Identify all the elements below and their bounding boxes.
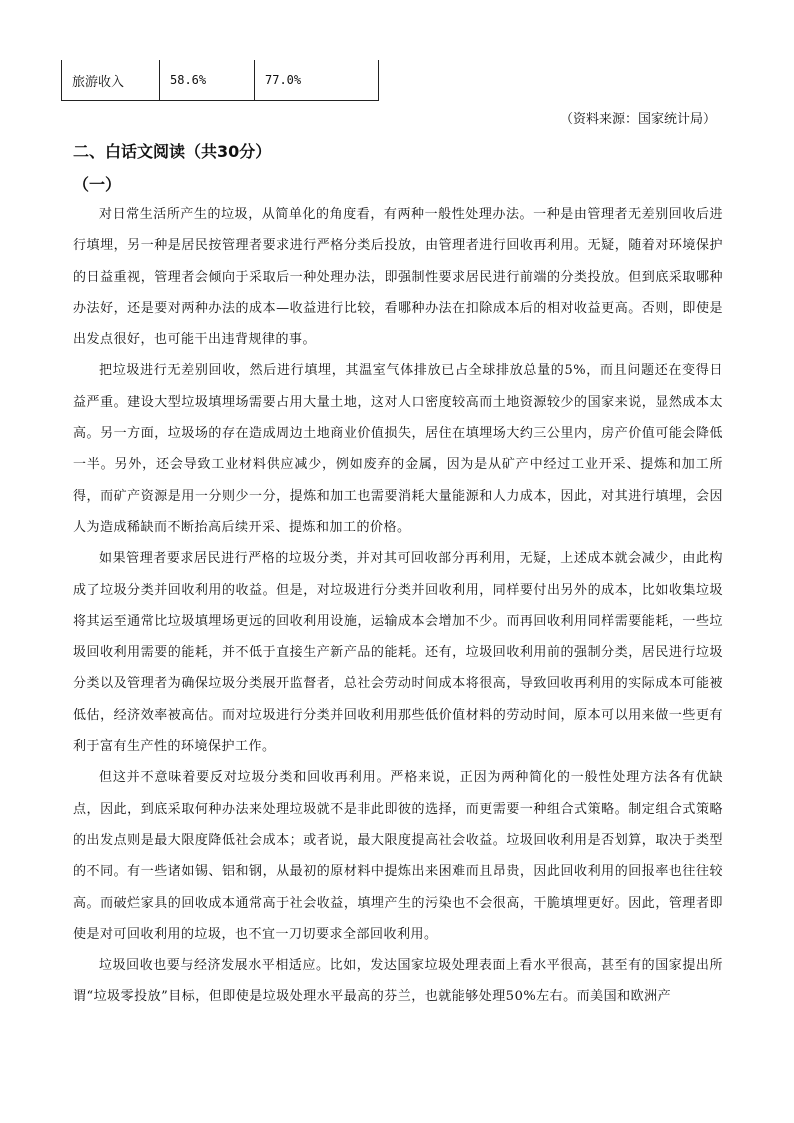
paragraph: 把垃圾进行无差别回收，然后进行填埋，其温室气体排放已占全球排放总量的5%，而且问题还在变得日益严重。建设大型垃圾填埋场需要占用大量土地，这对人口密度较高而土地资源较少的国家来说，显然成本太高。另一方面，垃圾场的存在造成周边土地商业价值损失，居住在填埋场大约三公里内，房产价值可能会降低一半。另外，还会导致工业材料供应减少，例如废弃的金属，因为是从矿产中经过工业开采、提炼和加工所得，而矿产资源是用一分则少一分，提炼和加工也需要消耗大量能源和人力成本，因此，对其进行填埋，会因人为造成稀缺而不断抬高后续开采、提炼和加工的价格。 [73, 363, 723, 535]
paragraph: 但这并不意味着要反对垃圾分类和回收再利用。严格来说，正因为两种简化的一般性处理方法各有优缺点，因此，到底采取何种办法来处理垃圾就不是非此即彼的选择，而更需要一种组合式策略。制定组合式策略的出发点则是最大限度降低社会成本；或者说，最大限度提高社会收益。垃圾回收利用是否划算，取决于类型的不同。有一些诸如锡、铝和钢，从最初的原材料中提炼出来困难而且昂贵，因此回收利用的回报率也往往较高。而破烂家具的回收成本通常高于社会收益，填埋产生的污染也不会很高，干脆填埋更好。因此，管理者即使是对可回收利用的垃圾，也不宜一刀切要求全部回收利用。 [73, 770, 723, 942]
paragraph: 对日常生活所产生的垃圾，从简单化的角度看，有两种一般性处理办法。一种是由管理者无差别回收后进行填埋，另一种是居民按管理者要求进行严格分类后投放，由管理者进行回收再利用。无疑，随着对环境保护的日益重视，管理者会倾向于采取后一种处理办法，即强制性要求居民进行前端的分类投放。但到底采取哪种办法好，还是要对两种办法的成本—收益进行比较，看哪种办法在扣除成本后的相对收益更高。否则，即使是出发点很好，也可能干出违背规律的事。 [73, 207, 723, 348]
reading-passage [73, 199, 723, 1013]
subsection-title: （一） [73, 175, 122, 194]
table-cell-value: 58.6% [160, 60, 255, 101]
statistics-table-fragment [61, 60, 379, 101]
section-title: 二、白话文阅读（共30分） [73, 142, 272, 161]
table-cell-label: 旅游收入 [62, 60, 160, 101]
table-cell-value: 77.0% [255, 60, 379, 101]
table-row [62, 60, 379, 101]
source-note: （资料来源：国家统计局） [559, 112, 716, 127]
paragraph: 垃圾回收也要与经济发展水平相适应。比如，发达国家垃圾处理表面上看水平很高，甚至有的国家提出所谓“垃圾零投放”目标，但即使是垃圾处理水平最高的芬兰，也就能够处理50%左右。而美国和欧洲产 [73, 958, 723, 1005]
paragraph: 如果管理者要求居民进行严格的垃圾分类，并对其可回收部分再利用，无疑，上述成本就会减少，由此构成了垃圾分类并回收利用的收益。但是，对垃圾进行分类并回收利用，同样要付出另外的成本，比如收集垃圾将其运至通常比垃圾填埋场更远的回收利用设施，运输成本会增加不少。而再回收利用同样需要能耗，一些垃圾回收利用需要的能耗，并不低于直接生产新产品的能耗。还有，垃圾回收利用前的强制分类，居民进行垃圾分类以及管理者为确保垃圾分类展开监督者，总社会劳动时间成本将很高，导致回收再利用的实际成本可能被低估，经济效率被高估。而对垃圾进行分类并回收利用那些低价值材料的劳动时间，原本可以用来做一些更有利于富有生产性的环境保护工作。 [73, 551, 723, 755]
